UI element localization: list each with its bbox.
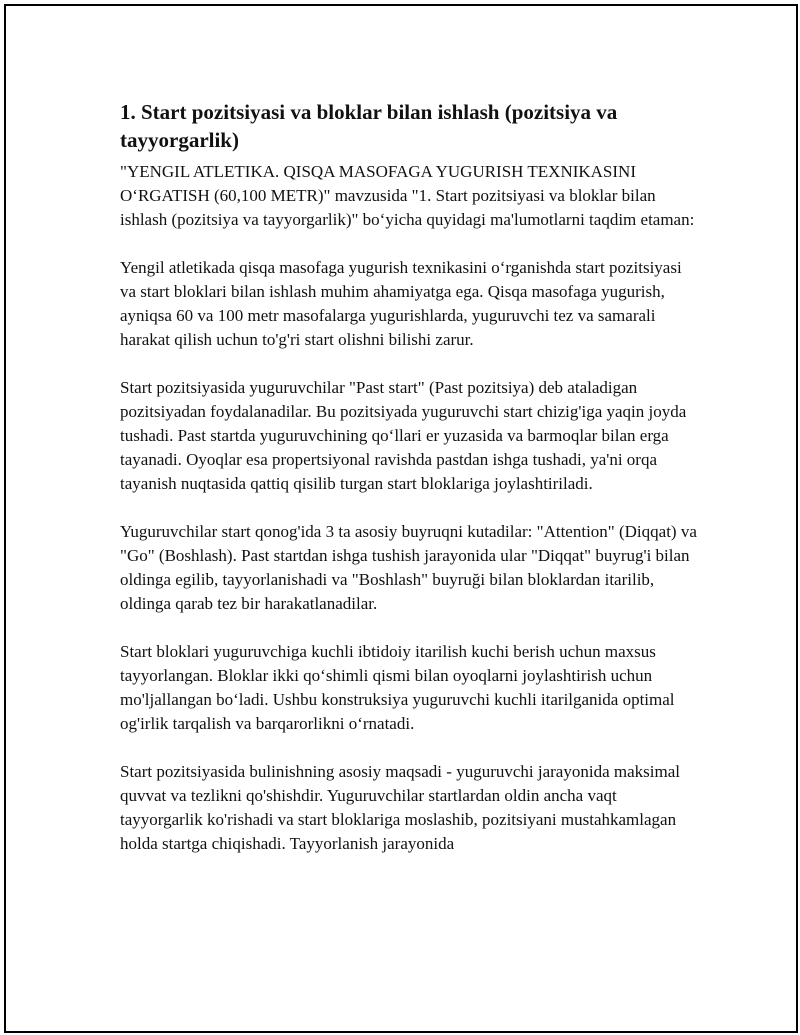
document-page <box>4 4 798 1033</box>
paragraph-blocks: Start bloklari yuguruvchiga kuchli ibtidoiy itarilish kuchi berish uchun maxsus tayyorlangan. Bloklar ikki qo‘shimli qismi bilan oyoqlarni joylashtirish uchun mo'ljallangan bo‘ladi. Ushbu konstruksiya yuguruvchi kuchli itarilganida optimal og'irlik tarqalish va barqarorlikni o‘rnatadi. <box>120 642 675 733</box>
paragraph-intro: "YENGIL ATLETIKA. QISQA MASOFAGA YUGURISH TEXNIKASINI O‘RGATISH (60,100 METR)" mavzusida "1. Start pozitsiyasi va bloklar bilan ishlash (pozitsiya va tayyorgarlik)" bo‘yicha quyidagi ma'lumotlarni taqdim etaman: <box>120 162 695 229</box>
paragraph-commands: Yuguruvchilar start qonog'ida 3 ta asosiy buyruqni kutadilar: "Attention" (Diqqat) va "Go" (Boshlash). Past startdan ishga tushish jarayonida ular "Diqqat" buyrug'i bilan oldinga egilib, tayyorlanishadi va "Boshlash" buyruği bilan bloklardan itarilib, oldinga qarab tez bir harakatlanadilar. <box>120 522 697 613</box>
paragraph-low-start: Start pozitsiyasida yuguruvchilar "Past start" (Past pozitsiya) deb ataladigan pozitsiyadan foydalanadilar. Bu pozitsiyada yuguruvchi start chizig'iga yaqin joyda tushadi. Past startda yuguruvchining qo‘llari er yuzasida va barmoqlar bilan erga tayanadi. Oyoqlar esa propertsiyonal ravishda pastdan ishga tushadi, ya'ni orqa tayanish nuqtasida qattiq qisilib turgan start bloklariga joylashtiriladi. <box>120 378 687 493</box>
document-body <box>120 98 700 880</box>
section-heading: 1. Start pozitsiyasi va bloklar bilan ishlash (pozitsiya va tayyorgarlik) <box>120 100 618 152</box>
paragraph-purpose: Start pozitsiyasida bulinishning asosiy maqsadi - yuguruvchi jarayonida maksimal quvvat va tezlikni qo'shishdir. Yuguruvchilar startlardan oldin ancha vaqt tayyorgarlik ko'rishadi va start bloklariga moslashib, pozitsiyani mustahkamlagan holda startga chiqishadi. Tayyorlanish jarayonida <box>120 762 680 853</box>
paragraph-overview: Yengil atletikada qisqa masofaga yugurish texnikasini o‘rganishda start pozitsiyasi va start bloklari bilan ishlash muhim ahamiyatga ega. Qisqa masofaga yugurish, ayniqsa 60 va 100 metr masofalarga yugurishlarda, yuguruvchi tez va samarali harakat qilish uchun to'g'ri start olishni bilishi zarur. <box>120 258 682 349</box>
